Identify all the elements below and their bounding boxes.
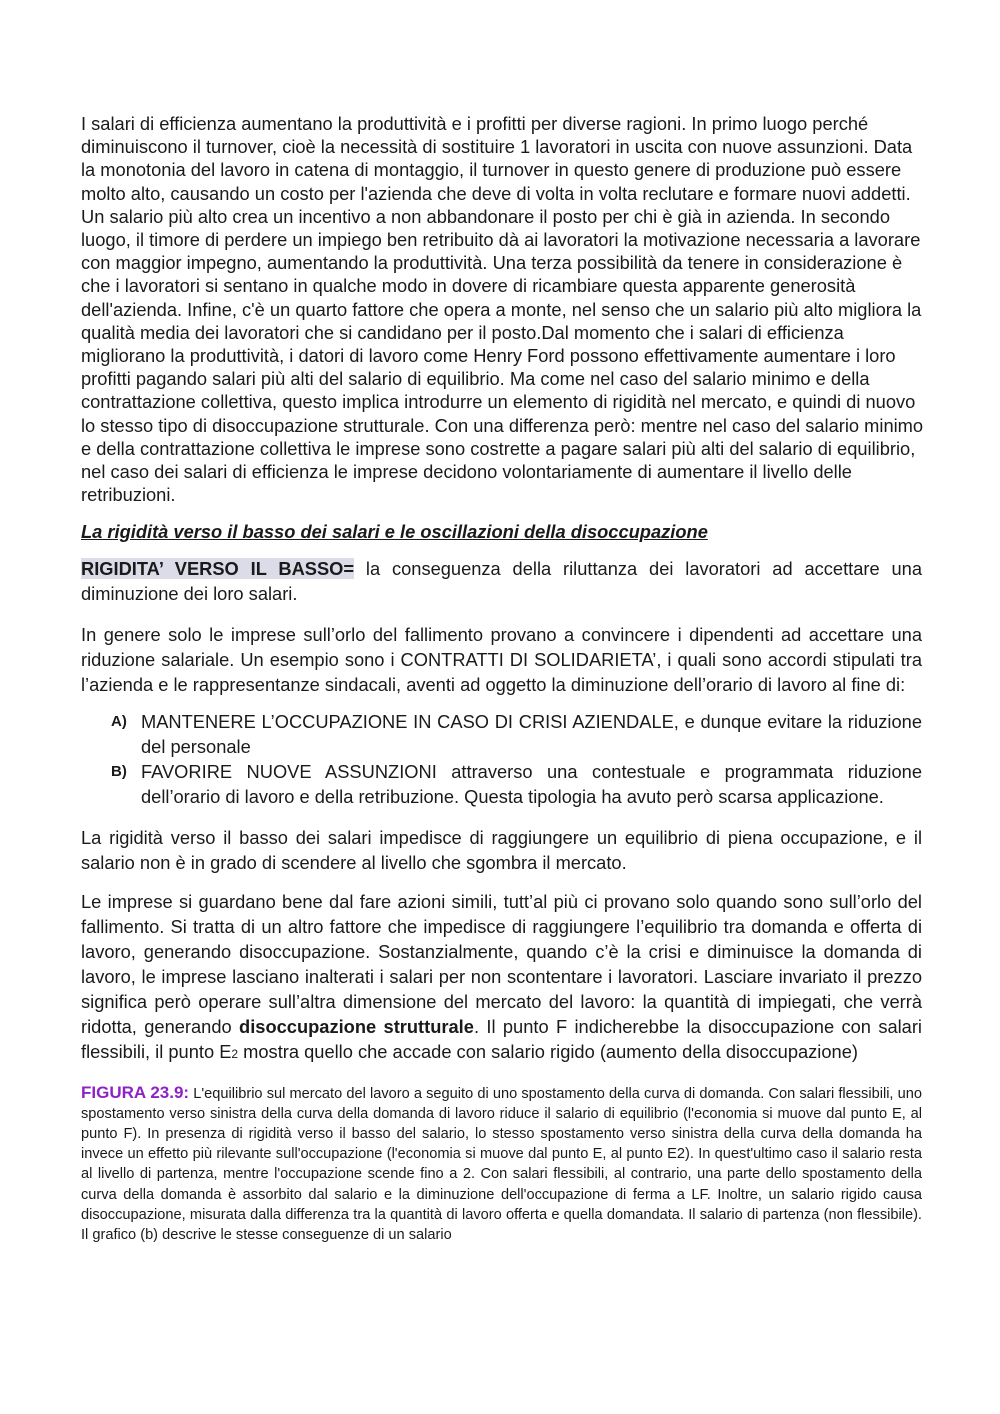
solidarity-goals-list [81,709,922,809]
definition-term: RIGIDITA’ VERSO IL BASSO= [81,557,355,579]
rigidity-paragraph: La rigidità verso il basso dei salari impedisce di raggiungere un equilibrio di piena occupazione, e il salario non è in grado di scendere al livello che sgombra il mercato. [81,826,922,873]
list-item [81,709,922,759]
list-marker: B) [111,762,127,780]
firms-subscript: 2 [231,1046,239,1061]
solidarity-paragraph: In genere solo le imprese sull’orlo del fallimento provano a convincere i dipendenti ad accettare una riduzione salariale. Un esempio sono i CONTRATTI DI SOLIDARIETA’, i quali sono accordi stipulati tra l’azienda e le rappresentanze sindacali, aventi ad oggetto la diminuzione dell’orario di lavoro al fine di: [81,623,922,695]
section-heading: La rigidità verso il basso dei salari e le oscillazioni della disoccupazione [81,521,708,543]
intro-paragraph: I salari di efficienza aumentano la produttività e i profitti per diverse ragioni. In primo luogo perché diminuiscono il turnover, cioè la necessità di sostituire 1 lavoratori in uscita con nuove assunzioni. Data la monotonia del lavoro in catena di montaggio, il turnover in questo genere di produzione può essere molto alto, causando un costo per l'azienda che deve di volta in volta reclutare e formare nuovi addetti. Un salario più alto crea un incentivo a non abbandonare il posto per chi è già in azienda. In secondo luogo, il timore di perdere un impiego ben retribuito dà ai lavoratori la motivazione necessaria a lavorare con maggior impegno, aumentando la produttività. Una terza possibilità da tenere in considerazione è che i lavoratori si sentano in qualche modo in dovere di ricambiare questa apparente generosità dell'azienda. Infine, c'è un quarto fattore che opera a monte, nel senso che un salario più alto migliora la qualità media dei lavoratori che si candidano per il posto.Dal momento che i salari di efficienza migliorano la produttività, i datori di lavoro come Henry Ford possono effettivamente aumentare i loro profitti pagando salari più alti del salario di equilibrio. Ma come nel caso del salario minimo e della contrattazione collettiva, questo implica introdurre un elemento di rigidità nel mercato, e quindi di nuovo lo stesso tipo di disoccupazione strutturale. Con una differenza però: mentre nel caso del salario minimo e della contrattazione collettiva le imprese sono costrette a pagare salari più alti del salario di equilibrio, nel caso dei salari di efficienza le imprese decidono volontariamente di aumentare il livello delle retribuzioni. [81,113,924,506]
figure-caption-text: L'equilibrio sul mercato del lavoro a seguito di uno spostamento della curva di domanda. Con salari flessibili, uno spostamento verso sinistra della curva della domanda di lavoro riduce il salario di equilibrio (l'economia si muove dal punto E, al punto F). In presenza di rigidità verso il basso del salario, lo stesso spostamento verso sinistra della curva della domanda ha invece un effetto più rilevante sull'occupazione (l'economia si muove dal punto E, al punto E2). In quest'ultimo caso il salario resta al livello di partenza, mentre l'occupazione scende fino a 2. Con salari flessibili, al contrario, una parte dello spostamento della curva della domanda è assorbito dal salario e la diminuzione dell'occupazione di ferma a LF. Inoltre, un salario rigido causa disoccupazione, misurata dalla differenza tra la quantità di lavoro offerta e quella domandata. Il salario di partenza (non flessibile). Il grafico (b) descrive le stesse conseguenze di un salario [81,1085,922,1244]
figure-caption [81,1083,922,1246]
figure-label: FIGURA 23.9: [81,1082,190,1102]
firms-text-1: Le imprese si guardano bene dal fare azioni simili, tutt’al più ci provano solo quando sono sull’orlo del fallimento. Si tratta di un altro fattore che impedisce di raggiungere l’equilibrio tra domanda e offerta di lavoro, generando disoccupazione. Sostanzialmente, quando c’è la crisi e diminuisce la domanda di lavoro, le imprese lasciano inalterati i salari per non scontentare i lavoratori. Lasciare invariato il prezzo significa però operare sull’altra dimensione del mercato del lavoro: la quantità di impiegati, che verrà ridotta, generando [81,890,922,1037]
definition-text: la conseguenza della riluttanza dei lavoratori ad accettare una diminuzione dei loro salari. [81,557,923,604]
firms-text-3: mostra quello che accade con salario rigido (aumento della disoccupazione) [238,1040,858,1062]
firms-paragraph [81,889,922,1067]
firms-text-2: . Il punto F indicherebbe la disoccupazione con salari flessibili, il punto E [81,1015,922,1062]
list-item-text: MANTENERE L’OCCUPAZIONE IN CASO DI CRISI AZIENDALE, e dunque evitare la riduzione del personale [141,710,922,757]
definition-paragraph [81,556,922,606]
firms-bold-term: disoccupazione strutturale [239,1015,474,1037]
list-marker: A) [111,712,127,730]
list-item [81,759,922,809]
list-item-text: FAVORIRE NUOVE ASSUNZIONI attraverso una contestuale e programmata riduzione dell’orario di lavoro e della retribuzione. Questa tipologia ha avuto però scarsa applicazione. [141,760,922,807]
